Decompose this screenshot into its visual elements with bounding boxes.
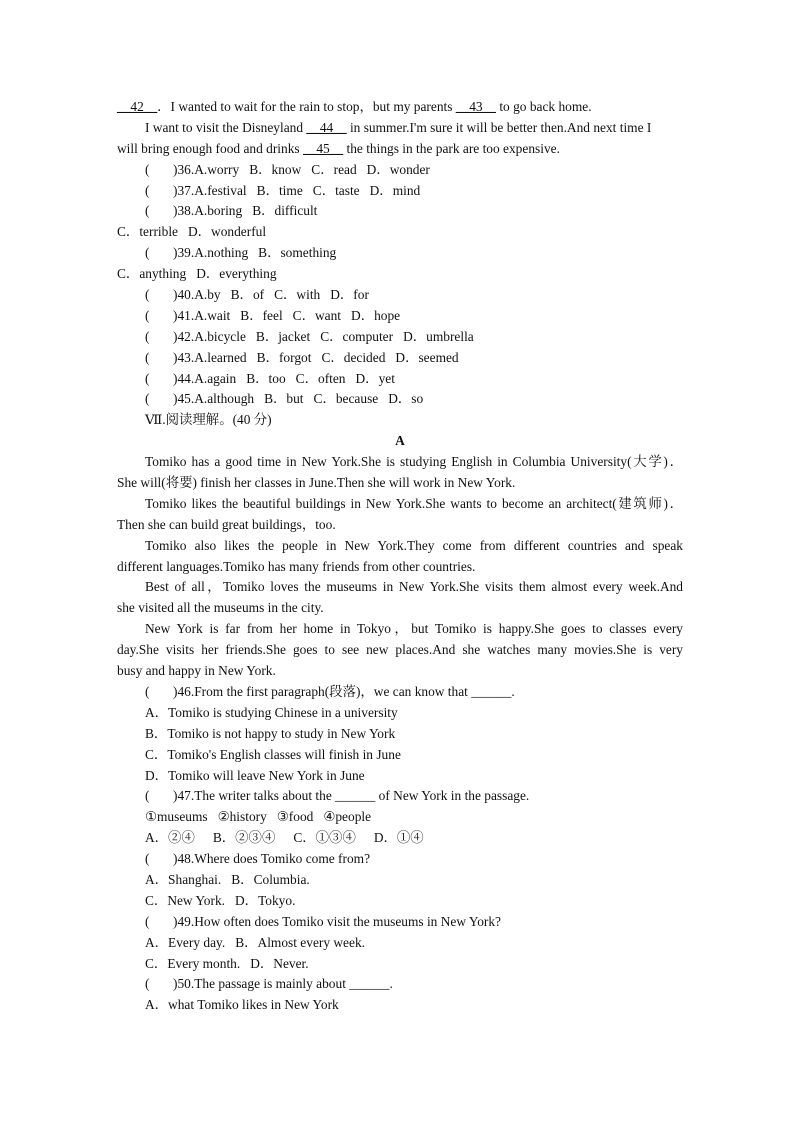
cloze-question-options [117, 222, 683, 243]
option: C．read [311, 161, 357, 177]
option: C．taste [312, 182, 360, 198]
cloze-question [117, 369, 683, 390]
cloze-question-options [117, 264, 683, 285]
answer-choice: C．Tomiko's English classes will finish in June [145, 746, 401, 762]
reading-passage [117, 452, 683, 682]
option: A.nothing [194, 245, 249, 261]
cloze-question [117, 181, 683, 202]
passage-line: She will(将要) finish her classes in June.Then she will work in New York. [117, 475, 516, 491]
option: B．of [230, 287, 265, 303]
option: C．because [313, 391, 379, 407]
question-number: )44. [173, 370, 195, 386]
answer-paren[interactable]: ( [145, 349, 150, 365]
answer-choice: A．Shanghai. [145, 871, 222, 887]
answer-choices [117, 891, 683, 912]
cloze-question [117, 306, 683, 327]
cloze-question [117, 327, 683, 348]
cloze-line-1 [117, 97, 683, 118]
answer-choice: D．Tokyo. [234, 892, 296, 908]
answer-paren[interactable]: ( [145, 161, 150, 177]
reading-question [117, 682, 683, 703]
answer-choice: A．②④ [145, 830, 195, 846]
option: B．jacket [255, 328, 311, 344]
blank-44: __44__ [306, 119, 347, 135]
cloze-question-list [117, 160, 683, 411]
option: A.again [194, 370, 237, 386]
option: C．terrible [117, 224, 178, 240]
part-label: A [395, 433, 405, 449]
cloze-line-3 [117, 139, 683, 160]
option: A.learned [194, 349, 247, 365]
option: D．mind [369, 182, 421, 198]
answer-paren[interactable]: ( [145, 851, 150, 867]
answer-choice: A．Every day. [145, 934, 226, 950]
blank-43: __43__ [455, 99, 496, 114]
question-number: )43. [173, 349, 195, 365]
option: D．hope [351, 307, 401, 323]
answer-choice: D．Tomiko will leave New York in June [145, 767, 365, 783]
option: A.bicycle [194, 328, 246, 344]
item: ②history [217, 809, 267, 825]
passage-line: Tomiko has a good time in New York.She is studying English in Columbia University(大学)． [145, 454, 683, 470]
cloze-text: I want to visit the Disneyland [145, 119, 307, 135]
blank-42: __42__ [117, 99, 158, 114]
option: D．seemed [395, 349, 459, 365]
question-stem: )48.Where does Tomiko come from? [173, 851, 371, 867]
answer-paren[interactable]: ( [145, 287, 150, 303]
cloze-question [117, 285, 683, 306]
passage-line: day.She visits her friends.She goes to see new places.And she watches many movies.She is very [117, 642, 683, 658]
option: B．know [249, 161, 302, 177]
answer-choices [117, 870, 683, 891]
answer-choice: D．Never. [250, 955, 309, 971]
option: A.although [194, 391, 255, 407]
cloze-line-2 [117, 118, 683, 139]
reading-question-list [117, 682, 683, 1016]
option: D．so [388, 391, 424, 407]
answer-paren[interactable]: ( [145, 370, 150, 386]
option: D．everything [196, 266, 277, 282]
answer-paren[interactable]: ( [145, 182, 150, 198]
passage-line: Tomiko likes the beautiful buildings in New York.She wants to become an architect(建筑师)． [145, 495, 683, 511]
cloze-question [117, 160, 683, 181]
answer-choice: C．Every month. [145, 955, 241, 971]
question-number: )45. [173, 391, 195, 407]
cloze-question [117, 201, 683, 222]
passage-line: busy and happy in New York. [117, 663, 276, 679]
answer-paren[interactable]: ( [145, 913, 150, 929]
cloze-text: to go back home. [495, 99, 592, 114]
answer-paren[interactable]: ( [145, 683, 150, 699]
option: D．wonder [366, 161, 430, 177]
cloze-text: in summer.I'm sure it will be better then.And next time I [346, 119, 652, 135]
option: A.by [194, 287, 221, 303]
answer-choice: A．Tomiko is studying Chinese in a university [145, 704, 398, 720]
question-stem: )50.The passage is mainly about ______. [173, 976, 393, 992]
item: ④people [323, 809, 372, 825]
option: A.worry [194, 161, 240, 177]
answer-paren[interactable]: ( [145, 976, 150, 992]
option: C．anything [117, 266, 187, 282]
option: B．but [264, 391, 304, 407]
option: B．time [256, 182, 303, 198]
cloze-question [117, 243, 683, 264]
question-number: )38. [173, 203, 195, 219]
question-number: )36. [173, 161, 195, 177]
option: B．forgot [256, 349, 312, 365]
option: C．computer [320, 328, 394, 344]
cloze-text: ．I wanted to wait for the rain to stop，but my parents [157, 99, 456, 114]
answer-choices [117, 954, 683, 975]
passage-line: different languages.Tomiko has many friends from other countries. [117, 558, 476, 574]
answer-paren[interactable]: ( [145, 203, 150, 219]
answer-paren[interactable]: ( [145, 391, 150, 407]
answer-paren[interactable]: ( [145, 788, 150, 804]
answer-paren[interactable]: ( [145, 245, 150, 261]
option: B．something [258, 245, 337, 261]
option: C．want [292, 307, 342, 323]
answer-choice: C．①③④ [293, 830, 356, 846]
option: C．decided [321, 349, 386, 365]
option: D．wonderful [187, 224, 267, 240]
answer-choice: B．Almost every week. [235, 934, 365, 950]
option: C．often [295, 370, 346, 386]
reading-question [117, 912, 683, 933]
cloze-text: the things in the park are too expensive. [343, 140, 560, 156]
option: D．yet [355, 370, 395, 386]
blank-45: __45__ [302, 140, 344, 156]
worksheet-page [117, 97, 683, 1016]
answer-paren[interactable]: ( [145, 307, 150, 323]
question-stem: )47.The writer talks about the ______ of New York in the passage. [173, 788, 530, 804]
question-stem: )49.How often does Tomiko visit the museums in New York? [173, 913, 501, 929]
question-number: )37. [173, 182, 195, 198]
answer-choice: D．①④ [373, 830, 424, 846]
item: ①museums [145, 809, 208, 825]
option: A.festival [194, 182, 247, 198]
option: D．umbrella [403, 328, 474, 344]
item: ③food [276, 809, 314, 825]
option: B．feel [240, 307, 283, 323]
answer-choice: B．Columbia. [231, 871, 310, 887]
answer-choice: C．New York. [145, 892, 225, 908]
option: C．with [274, 287, 321, 303]
item-list [117, 807, 683, 828]
passage-line: New York is far from her home in Tokyo，but Tomiko is happy.She goes to classes every [145, 621, 683, 637]
passage-line: Best of all，Tomiko loves the museums in New York.She visits them almost every week.And [145, 579, 683, 595]
cloze-text: will bring enough food and drinks [117, 140, 303, 156]
question-number: )40. [173, 287, 195, 303]
answer-choice: B．②③④ [212, 830, 276, 846]
option: A.boring [194, 203, 243, 219]
cloze-question [117, 389, 683, 410]
answer-choice: A．what Tomiko likes in New York [145, 997, 339, 1013]
answer-choices [117, 828, 683, 849]
answer-choice: B．Tomiko is not happy to study in New York [145, 725, 396, 741]
question-number: )41. [173, 307, 195, 323]
answer-choices [117, 933, 683, 954]
answer-paren[interactable]: ( [145, 328, 150, 344]
question-stem: )46.From the first paragraph(段落)，we can know that ______. [173, 683, 515, 699]
reading-question [117, 849, 683, 870]
option: B．too [246, 370, 286, 386]
option: A.wait [194, 307, 231, 323]
reading-question [117, 974, 683, 995]
option: B．difficult [252, 203, 318, 219]
reading-question [117, 786, 683, 807]
section-title: Ⅶ.阅读理解。(40 分) [145, 412, 272, 428]
cloze-question [117, 348, 683, 369]
passage-line: she visited all the museums in the city. [117, 600, 324, 616]
question-number: )39. [173, 245, 195, 261]
passage-line: Tomiko also likes the people in New York.They come from different countries and speak [145, 537, 683, 553]
question-number: )42. [173, 328, 195, 344]
option: D．for [330, 287, 369, 303]
passage-line: Then she can build great buildings，too. [117, 516, 336, 532]
